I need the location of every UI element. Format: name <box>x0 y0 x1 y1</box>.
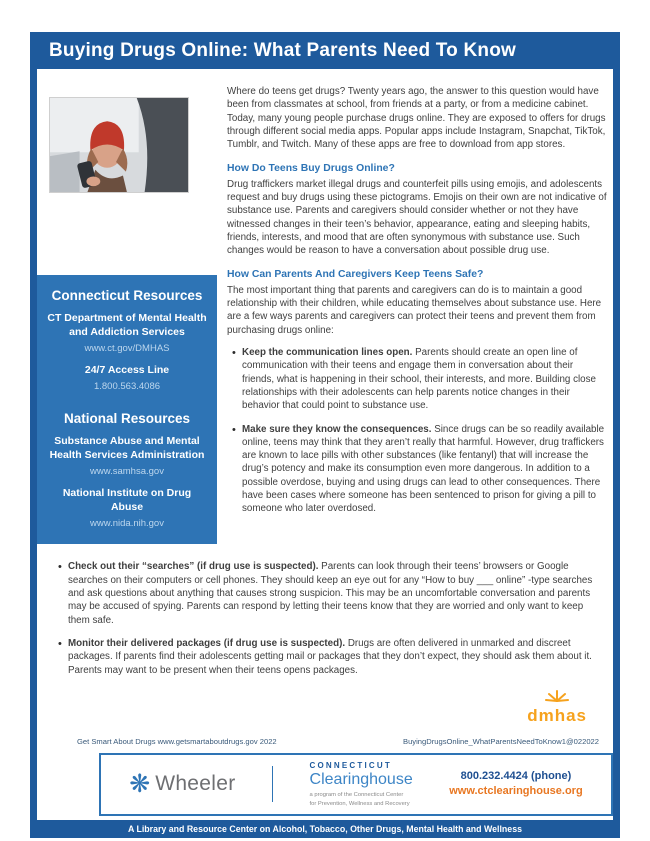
dmhas-logo-row <box>37 687 613 724</box>
vertical-divider <box>272 766 273 802</box>
bullet-lead: Keep the communication lines open. <box>242 346 413 358</box>
bullet-text: Drugs are often delivered in unmarked and discreet packages. If parents find their adolescents getting mail or packages that they don’t expect, they should ask them about it. Parents may want to be present when their teens opens packages. <box>68 637 592 676</box>
bullet-text: Parents can look through their teens’ browsers or Google searches on their computers or cell phones. They should keep an eye out for any “How to buy ___ online” -type searches and ask questions about anything that causes strong suspicion. This may be an uncomfortable conversation and parents may be accused of spying. Parents can respond by letting their teens know that they are worried and only want to keep them safe. <box>68 561 593 626</box>
full-bullet-list <box>53 560 605 677</box>
bullet-item-searches <box>68 560 605 627</box>
section-body-keep-safe: The most important thing that parents and caregivers can do is to maintain a good relationship with their children, while educating themselves about substance use. Here are a few ways parents and caregivers can protect their teens and prevent them from purchasing drugs online: <box>227 284 602 336</box>
content-row <box>37 69 613 544</box>
clearinghouse-box <box>99 753 613 816</box>
samhsa-org-name: Substance Abuse and Mental Health Services Administration <box>49 435 205 462</box>
bullet-item-communication <box>242 346 607 413</box>
bullet-lead: Monitor their delivered packages (if drug use is suspected). <box>68 637 346 649</box>
bullet-text: Parents should create an open line of communication with their teens and engage them in conversation about their friends, what is happening in their school, their interests, and more. Building close relationships with their adolescents can help parents notice changes in their behavior that could point to substance use. <box>242 346 596 412</box>
ct-dmhas-org-name: CT Department of Mental Health and Addiction Services <box>47 312 207 338</box>
clearinghouse-tagline-2: for Prevention, Wellness and Recovery <box>309 800 410 807</box>
clearinghouse-logo <box>310 761 413 808</box>
ct-dmhas-link[interactable]: www.ct.gov/DMHAS <box>84 342 170 354</box>
nida-org-name: National Institute on Drug Abuse <box>62 487 192 514</box>
page-body <box>37 69 613 751</box>
source-reference: Get Smart About Drugs www.getsmartaboutdrugs.gov 2022 <box>77 736 277 746</box>
bullet-lead: Make sure they know the consequences. <box>242 423 432 435</box>
bullet-item-packages <box>68 637 605 677</box>
references-row <box>37 731 613 751</box>
samhsa-link[interactable]: www.samhsa.gov <box>90 465 164 477</box>
national-resources-heading: National Resources <box>63 411 191 427</box>
page-title: Buying Drugs Online: What Parents Need To Know <box>49 40 516 61</box>
dmhas-sun-icon <box>544 689 570 702</box>
clearinghouse-name: Clearinghouse <box>309 771 413 789</box>
access-line-title: 24/7 Access Line <box>84 364 170 377</box>
section-body-how-buy: Drug traffickers market illegal drugs and counterfeit pills using emojis, and adolescents request and buy drugs using these pictograms. Emojis on their own are not indicative of substance use. Parents and caregivers should consider whether or not they have witnessed changes in their teen’s behavior, appearance, eating and sleeping habits, friends, interests, and mood that are often synonymous with substance use. Such changes would be reason to have a conversation about possible drug use. <box>227 178 607 257</box>
bottom-banner: A Library and Resource Center on Alcohol, Tobacco, Other Drugs, Mental Health and Wellness <box>37 820 613 838</box>
bullet-list <box>227 346 607 516</box>
document-reference: BuyingDrugsOnline_WhatParentsNeedToKnow1@022022 <box>403 736 599 746</box>
bullet-text: Since drugs can be so readily available online, teens may think that they aren’t really that harmful. However, drug traffickers are known to lace pills with other substances (like fentanyl) that will increase the drug’s potency and make its consumption even more dangerous. In addition to a possible overdose, buying and using drugs can lead to other consequences. There have been cases where someone has been sentenced to prison for giving a pill to someone who later overdosed. <box>242 423 605 515</box>
connecticut-resources-heading: Connecticut Resources <box>51 288 203 303</box>
connecticut-label: CONNECTICUT <box>309 760 392 770</box>
access-line-phone: 1.800.563.4086 <box>93 380 161 392</box>
bullet-item-consequences <box>242 423 607 516</box>
full-width-bullets <box>37 544 613 687</box>
bullet-lead: Check out their “searches” (if drug use is suspected). <box>68 561 319 573</box>
section-heading-keep-safe: How Can Parents And Caregivers Keep Teens Safe? <box>227 268 484 280</box>
contact-block <box>449 769 582 800</box>
section-heading-how-buy: How Do Teens Buy Drugs Online? <box>227 162 395 174</box>
nida-link[interactable]: www.nida.nih.gov <box>90 518 164 530</box>
page-frame <box>30 32 620 838</box>
wheeler-label: Wheeler <box>155 772 236 796</box>
dmhas-logo <box>527 689 587 724</box>
wheeler-logo <box>129 769 236 798</box>
sidebar <box>37 85 217 544</box>
resources-panel <box>37 275 217 544</box>
teen-photo <box>49 97 189 193</box>
website-link[interactable]: www.ctclearinghouse.org <box>449 785 583 798</box>
clearinghouse-tagline-1: a program of the Connecticut Center <box>309 791 404 798</box>
phone-number: 800.232.4424 (phone) <box>460 770 572 783</box>
title-bar <box>37 32 613 69</box>
wheeler-flower-icon: ❋ <box>129 769 151 798</box>
main-content <box>217 85 613 544</box>
intro-paragraph: Where do teens get drugs? Twenty years ago, the answer to this question would have been from classmates at school, from friends at a party, or from a medicine cabinet. Today, many young people purchase drugs online. They are exposed to offers for drugs through different social media apps. Popular apps include Instagram, Snapchat, TikTok, Tumblr, and Twitch. Many of these apps are free to download from app stores. <box>227 86 606 151</box>
dmhas-logo-text: dmhas <box>527 705 587 725</box>
